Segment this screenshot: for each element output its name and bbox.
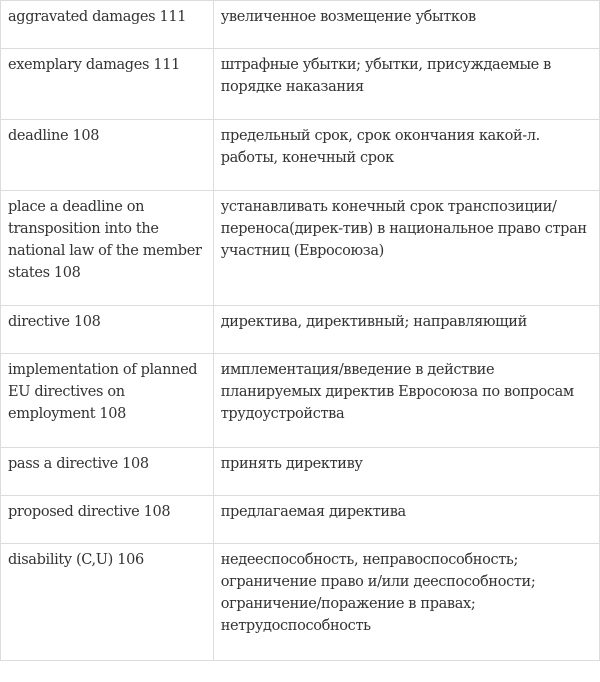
table-row — [1, 496, 600, 544]
term-cell: place a deadline on transposition into the national law of the member states 108 — [1, 191, 214, 306]
translation-cell: штрафные убытки; убытки, присуждаемые в порядке наказания — [213, 49, 599, 120]
table-row — [1, 448, 600, 496]
table-row — [1, 306, 600, 354]
term-cell: pass a directive 108 — [1, 448, 214, 496]
table-row — [1, 354, 600, 448]
translation-cell: предлагаемая директива — [213, 496, 599, 544]
translation-cell: устанавливать конечный срок транспозиции/переноса(дирек-тив) в национальное право стран участниц (Евросоюза) — [213, 191, 599, 306]
translation-cell: недееспособность, неправоспособность; ограничение право и/или дееспособности; ограничение/поражение в правах; нетрудоспособность — [213, 544, 599, 661]
translation-cell: принять директиву — [213, 448, 599, 496]
translation-cell: директива, директивный; направляющий — [213, 306, 599, 354]
table-row — [1, 544, 600, 661]
translation-cell: увеличенное возмещение убытков — [213, 1, 599, 49]
term-cell: exemplary damages 111 — [1, 49, 214, 120]
translation-cell: имплементация/введение в действие планируемых директив Евросоюза по вопросам трудоустройства — [213, 354, 599, 448]
term-cell: directive 108 — [1, 306, 214, 354]
table-row — [1, 1, 600, 49]
term-cell: deadline 108 — [1, 120, 214, 191]
term-cell: implementation of planned EU directives on employment 108 — [1, 354, 214, 448]
table-row — [1, 191, 600, 306]
glossary-body — [1, 1, 600, 661]
table-row — [1, 49, 600, 120]
term-cell: disability (C,U) 106 — [1, 544, 214, 661]
translation-cell: предельный срок, срок окончания какой-л. работы, конечный срок — [213, 120, 599, 191]
table-row — [1, 120, 600, 191]
term-cell: aggravated damages 111 — [1, 1, 214, 49]
term-cell: proposed directive 108 — [1, 496, 214, 544]
